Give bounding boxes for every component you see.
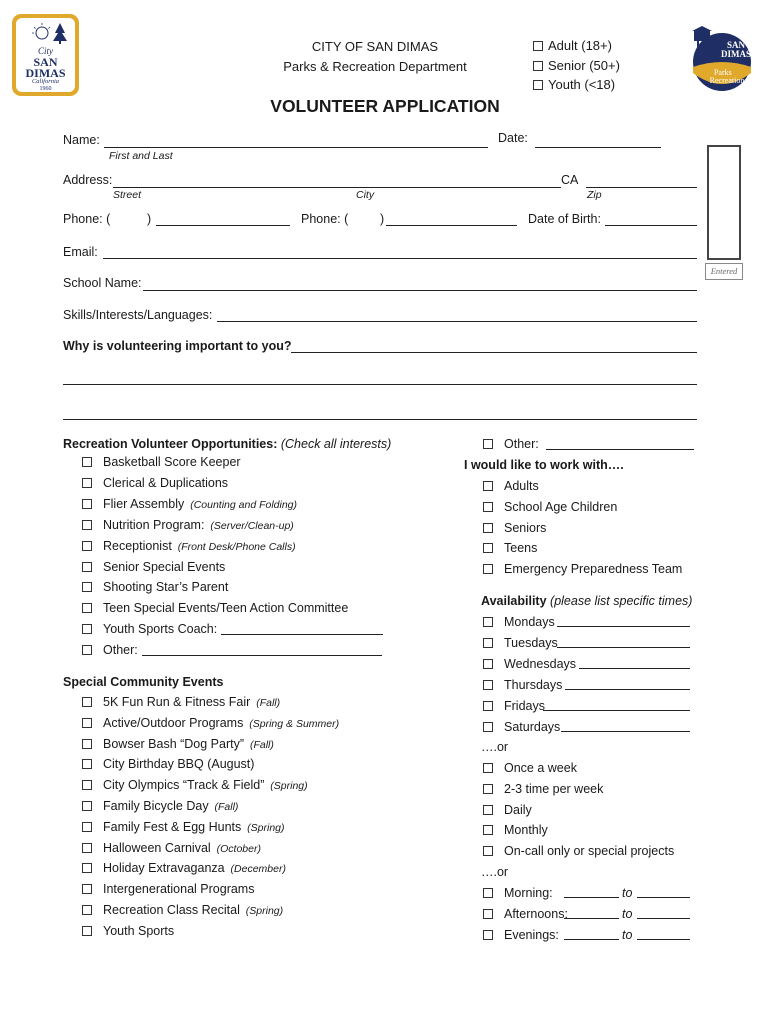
checkbox[interactable] xyxy=(82,884,92,894)
item-label: Youth Sports xyxy=(103,923,175,938)
checkbox[interactable] xyxy=(483,659,493,669)
parks-recreation-logo xyxy=(684,25,760,93)
recreation-option[interactable] xyxy=(82,476,228,490)
age-option-senior[interactable]: Senior (50+) xyxy=(533,56,620,76)
community-event-option[interactable] xyxy=(82,820,285,834)
item-label: Other: xyxy=(103,643,138,658)
item-label: Emergency Preparedness Team xyxy=(504,562,683,577)
checkbox[interactable] xyxy=(82,843,92,853)
item-label: City Olympics “Track & Field” xyxy=(103,778,265,793)
work-with-option[interactable] xyxy=(483,521,546,535)
item-note: (Front Desk/Phone Calls) xyxy=(174,540,296,553)
department-name: Parks & Recreation Department xyxy=(283,59,467,74)
time-label: Evenings: xyxy=(504,927,559,942)
time-label: Morning: xyxy=(504,886,553,900)
why-field-line-1[interactable] xyxy=(291,352,697,353)
community-event-option[interactable] xyxy=(82,799,238,813)
recreation-option[interactable] xyxy=(82,643,382,657)
item-note: (Server/Clean-up) xyxy=(207,519,294,532)
item-note: (Spring) xyxy=(242,905,284,917)
header-block xyxy=(255,37,495,77)
checkbox[interactable] xyxy=(82,801,92,811)
city-logo xyxy=(12,14,79,96)
item-label: Nutrition Program: xyxy=(103,517,205,532)
recreation-option[interactable] xyxy=(82,518,294,532)
checkbox[interactable] xyxy=(82,863,92,873)
logo-recreation: Recreation xyxy=(709,76,745,85)
form-title: VOLUNTEER APPLICATION xyxy=(270,96,500,116)
recreation-option[interactable] xyxy=(82,497,297,511)
checkbox[interactable] xyxy=(82,624,92,634)
checkbox[interactable] xyxy=(483,909,493,919)
to-label: to xyxy=(622,927,633,942)
recreation-option[interactable] xyxy=(82,622,383,636)
day-label: Fridays xyxy=(504,698,545,713)
day-label: Saturdays xyxy=(504,719,561,734)
other-interest[interactable]: Other: xyxy=(483,437,694,451)
phone1-label: Phone: ( xyxy=(63,212,111,226)
frequency-option[interactable] xyxy=(483,761,577,775)
sun-tree-icon xyxy=(20,21,72,45)
item-label: Family Fest & Egg Hunts xyxy=(103,819,242,834)
city-hint: City xyxy=(356,189,375,201)
item-label: School Age Children xyxy=(504,499,618,514)
item-note: (December) xyxy=(227,863,286,876)
phone2-field[interactable] xyxy=(386,225,517,226)
availability-day[interactable] xyxy=(483,636,693,650)
phone1-field[interactable] xyxy=(156,225,290,226)
community-event-option[interactable] xyxy=(82,861,286,875)
day-time-field[interactable] xyxy=(561,720,690,732)
item-note: (Fall) xyxy=(253,697,281,709)
time-from-field[interactable] xyxy=(564,907,619,919)
item-label: 5K Fun Run & Fitness Fair xyxy=(103,695,251,709)
logo-of: of xyxy=(733,68,740,77)
checkbox[interactable] xyxy=(483,930,493,940)
time-of-day-option[interactable] xyxy=(483,907,693,921)
checkbox[interactable] xyxy=(483,784,493,794)
checkbox[interactable] xyxy=(483,825,493,835)
recreation-option[interactable] xyxy=(82,580,228,594)
logo-city-word: City xyxy=(38,46,53,56)
item-label: Youth Sports Coach: xyxy=(103,622,218,637)
checkbox[interactable] xyxy=(82,822,92,832)
why-field-line-2[interactable] xyxy=(63,384,697,385)
checkbox[interactable] xyxy=(82,739,92,749)
day-label: Mondays xyxy=(504,615,555,629)
or-separator-2: ….or xyxy=(481,865,509,879)
item-label: Active/Outdoor Programs xyxy=(103,715,244,730)
frequency-option[interactable] xyxy=(483,803,532,817)
time-from-field[interactable] xyxy=(564,886,619,898)
why-field-line-3[interactable] xyxy=(63,419,697,420)
checkbox[interactable] xyxy=(483,763,493,773)
checkbox[interactable] xyxy=(483,888,493,898)
day-time-field[interactable] xyxy=(557,636,690,648)
work-with-option[interactable] xyxy=(483,500,617,514)
item-note: (Spring) xyxy=(244,821,285,834)
city-name: CITY OF SAN DIMAS xyxy=(311,39,439,54)
skills-label: Skills/Interests/Languages: xyxy=(63,308,213,322)
checkbox[interactable] xyxy=(483,680,493,690)
item-label: Intergenerational Programs xyxy=(103,882,255,897)
day-label: Thursdays xyxy=(504,677,563,692)
community-event-option[interactable] xyxy=(82,757,254,771)
logo-state: California xyxy=(31,78,60,85)
street-hint: Street xyxy=(113,189,142,201)
skills-field[interactable] xyxy=(217,321,697,322)
item-note: (Fall) xyxy=(211,801,239,813)
community-event-option[interactable] xyxy=(82,882,254,896)
to-label: to xyxy=(622,886,633,900)
community-event-option[interactable] xyxy=(82,778,308,792)
to-label: to xyxy=(622,906,633,921)
availability-day[interactable] xyxy=(483,678,693,692)
community-event-option[interactable] xyxy=(82,695,280,709)
school-label: School Name: xyxy=(63,276,142,290)
item-label: Receptionist xyxy=(103,538,172,553)
frequency-option[interactable] xyxy=(483,823,548,837)
name-label: Name: xyxy=(63,133,100,147)
recreation-option[interactable] xyxy=(82,455,241,469)
item-label: Family Bicycle Day xyxy=(103,799,209,813)
checkbox[interactable] xyxy=(483,722,493,732)
community-event-option[interactable] xyxy=(82,903,283,917)
checkbox[interactable] xyxy=(82,926,92,936)
school-field[interactable] xyxy=(143,290,697,291)
time-to-field[interactable] xyxy=(637,886,690,898)
checkbox[interactable] xyxy=(483,617,493,627)
item-label: Halloween Carnival xyxy=(103,840,211,855)
checkbox[interactable] xyxy=(82,905,92,915)
checkbox[interactable] xyxy=(82,541,92,551)
day-time-field[interactable] xyxy=(565,678,690,690)
item-label: Flier Assembly xyxy=(103,496,185,511)
address-label: Address: xyxy=(63,173,113,187)
office-use-box xyxy=(707,145,741,260)
why-label: Why is volunteering important to you? xyxy=(63,339,292,353)
item-note: (Counting and Folding) xyxy=(187,498,298,511)
community-heading: Special Community Events xyxy=(63,675,224,689)
item-label: Daily xyxy=(504,802,532,817)
age-group-options xyxy=(533,36,620,95)
checkbox[interactable] xyxy=(82,603,92,613)
item-label: Seniors xyxy=(504,520,547,535)
work-with-heading: I would like to work with…. xyxy=(464,458,624,472)
item-label: City Birthday BBQ (August) xyxy=(103,757,255,772)
checkbox[interactable] xyxy=(82,582,92,592)
item-label: Once a week xyxy=(504,761,577,775)
logo-dimas-right: DIMAS xyxy=(720,49,751,59)
checkbox[interactable] xyxy=(533,80,543,90)
item-note: (Fall) xyxy=(247,738,274,751)
name-hint: First and Last xyxy=(109,150,173,162)
time-to-field[interactable] xyxy=(637,928,690,940)
day-label: Wednesdays xyxy=(504,656,577,671)
recreation-option[interactable] xyxy=(82,601,348,615)
item-label: Monthly xyxy=(504,823,548,838)
item-label: Teens xyxy=(504,541,538,556)
item-label: Shooting Star’s Parent xyxy=(103,580,229,595)
checkbox[interactable] xyxy=(82,645,92,655)
item-fill-field[interactable] xyxy=(142,644,382,656)
item-label: Bowser Bash “Dog Party” xyxy=(103,736,245,751)
checkbox[interactable] xyxy=(82,457,92,467)
day-time-field[interactable] xyxy=(543,699,690,711)
community-event-option[interactable] xyxy=(82,716,339,730)
frequency-option[interactable] xyxy=(483,782,603,796)
checkbox[interactable] xyxy=(483,638,493,648)
checkbox[interactable] xyxy=(82,718,92,728)
checkbox[interactable] xyxy=(483,523,493,533)
item-label: Holiday Extravaganza xyxy=(103,861,225,876)
checkbox[interactable] xyxy=(82,499,92,509)
community-event-option[interactable] xyxy=(82,841,261,855)
checkbox[interactable] xyxy=(483,502,493,512)
availability-heading: Availability (please list specific times) xyxy=(481,594,693,608)
availability-day[interactable] xyxy=(483,720,693,734)
checkbox[interactable] xyxy=(82,520,92,530)
item-label: Senior Special Events xyxy=(103,559,226,574)
availability-day[interactable] xyxy=(483,699,693,713)
logo-san-right: SAN xyxy=(726,40,745,50)
item-label: Teen Special Events/Teen Action Committee xyxy=(103,601,349,616)
logo-san: SAN xyxy=(33,55,58,69)
checkbox[interactable] xyxy=(82,697,92,707)
availability-day[interactable] xyxy=(483,657,693,671)
community-event-option[interactable] xyxy=(82,737,274,751)
checkbox[interactable] xyxy=(483,701,493,711)
checkbox[interactable] xyxy=(82,759,92,769)
day-label: Tuesdays xyxy=(504,635,558,650)
checkbox[interactable] xyxy=(82,562,92,572)
phone2-close: ) xyxy=(380,212,385,226)
item-note: (Spring) xyxy=(267,780,308,793)
item-label: 2-3 time per week xyxy=(504,781,604,796)
checkbox[interactable] xyxy=(82,478,92,488)
entered-stamp: Entered xyxy=(705,263,743,280)
work-with-option[interactable] xyxy=(483,541,537,555)
checkbox[interactable] xyxy=(483,564,493,574)
item-label: Adults xyxy=(504,479,539,493)
email-field[interactable] xyxy=(103,258,697,259)
item-label: On-call only or special projects xyxy=(504,844,675,859)
checkbox[interactable] xyxy=(483,543,493,553)
day-time-field[interactable] xyxy=(557,615,690,627)
checkbox[interactable] xyxy=(82,780,92,790)
email-label: Email: xyxy=(63,245,98,259)
date-label: Date: xyxy=(498,131,528,145)
work-with-option[interactable] xyxy=(483,479,539,493)
state-label: CA xyxy=(561,173,579,187)
item-label: Clerical & Duplications xyxy=(103,475,229,490)
recreation-heading: Recreation Volunteer Opportunities: (Check all interests) xyxy=(63,437,392,451)
age-option-adult[interactable]: Adult (18+) xyxy=(533,36,620,56)
availability-day[interactable] xyxy=(483,615,693,629)
checkbox[interactable] xyxy=(483,805,493,815)
address-street-city-field[interactable] xyxy=(113,187,561,188)
dob-field[interactable] xyxy=(605,225,697,226)
item-fill-field[interactable] xyxy=(221,623,383,635)
item-note: (Spring & Summer) xyxy=(246,717,340,730)
dob-label: Date of Birth: xyxy=(528,212,601,226)
logo-parks: Parks xyxy=(713,68,732,77)
logo-dimas: DIMAS xyxy=(25,66,66,80)
day-time-field[interactable] xyxy=(579,657,690,669)
frequency-option[interactable] xyxy=(483,844,674,858)
time-of-day-option[interactable] xyxy=(483,886,693,900)
logo-year: 1960 xyxy=(39,86,52,92)
date-field[interactable] xyxy=(535,147,661,148)
checkbox[interactable] xyxy=(533,41,543,51)
checkbox[interactable] xyxy=(483,846,493,856)
time-from-field[interactable] xyxy=(564,928,619,940)
phone1-close: ) xyxy=(147,212,152,226)
or-separator-1: ….or xyxy=(481,740,509,754)
checkbox[interactable] xyxy=(483,439,493,449)
time-to-field[interactable] xyxy=(637,907,690,919)
recreation-option[interactable] xyxy=(82,560,225,574)
community-event-option[interactable] xyxy=(82,924,174,938)
zip-hint: Zip xyxy=(587,189,602,201)
checkbox[interactable] xyxy=(533,61,543,71)
age-option-youth[interactable]: Youth (<18) xyxy=(533,75,620,95)
work-with-option[interactable] xyxy=(483,562,682,576)
item-label: Basketball Score Keeper xyxy=(103,455,241,469)
phone2-label: Phone: ( xyxy=(301,212,349,226)
time-label: Afternoons: xyxy=(504,906,568,921)
name-field[interactable] xyxy=(104,147,488,148)
recreation-option[interactable] xyxy=(82,539,296,553)
item-note: (October) xyxy=(213,842,261,855)
item-label: Recreation Class Recital xyxy=(103,903,240,917)
other-interest-field[interactable] xyxy=(546,438,694,450)
zip-field[interactable] xyxy=(586,187,697,188)
checkbox[interactable] xyxy=(483,481,493,491)
time-of-day-option[interactable] xyxy=(483,928,693,942)
